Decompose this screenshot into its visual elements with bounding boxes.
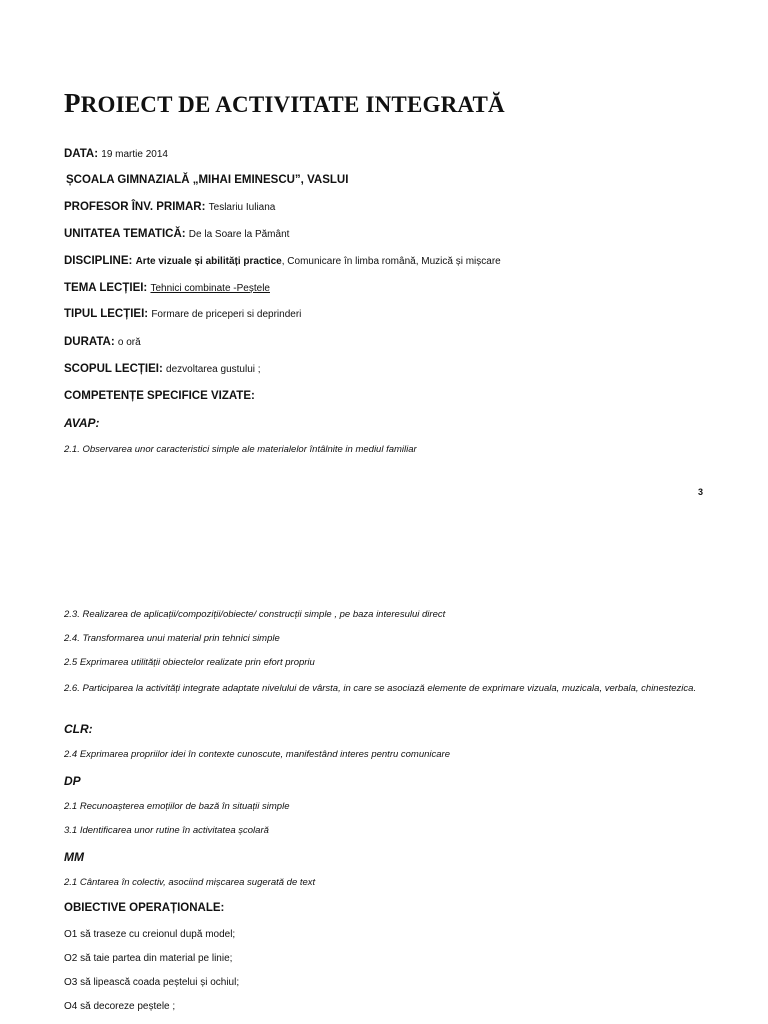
list-item: 2.1 Cântarea în colectiv, asociind mișcarea sugerată de text xyxy=(64,877,316,888)
list-item: 2.4 Exprimarea propriilor idei în contexte cunoscute, manifestând interes pentru comunicare xyxy=(64,749,451,760)
section-heading-dp: DP xyxy=(64,774,81,788)
title-rest: ROIECT DE ACTIVITATE INTEGRATĂ xyxy=(80,92,505,117)
field-scope-value: dezvoltarea gustului ; xyxy=(166,364,261,375)
objectives-label: OBIECTIVE OPERAȚIONALE: xyxy=(64,902,225,914)
field-disciplines-label: DISCIPLINE: xyxy=(64,255,133,267)
field-duration xyxy=(64,336,141,348)
field-duration-value: o oră xyxy=(117,337,141,348)
field-teacher xyxy=(64,201,275,213)
field-school xyxy=(66,174,348,186)
field-scope xyxy=(64,363,261,375)
section-heading-avap: AVAP: xyxy=(64,416,100,430)
field-competences-label: COMPETENȚE SPECIFICE VIZATE: xyxy=(64,390,255,402)
field-data-value: 19 martie 2014 xyxy=(101,149,168,160)
field-unit-value: De la Soare la Pământ xyxy=(188,229,290,240)
section-heading-clr: CLR: xyxy=(64,722,93,736)
page-title xyxy=(64,88,505,119)
list-item: 3.1 Identificarea unor rutine în activitatea școlară xyxy=(64,825,269,836)
objective-item: O1 să traseze cu creionul după model; xyxy=(64,929,236,940)
field-scope-label: SCOPUL LECȚIEI: xyxy=(64,363,163,375)
list-item: 2.5 Exprimarea utilității obiectelor realizate prin efort propriu xyxy=(64,657,315,668)
field-teacher-label: PROFESOR ÎNV. PRIMAR: xyxy=(64,201,206,213)
field-disciplines xyxy=(64,255,501,267)
objective-item: O2 să taie partea din material pe linie; xyxy=(64,953,233,964)
section-heading-mm: MM xyxy=(64,850,84,864)
page-number: 3 xyxy=(698,487,704,497)
list-item: 2.1. Observarea unor caracteristici simple ale materialelor întâlnite in mediul familiar xyxy=(64,444,417,455)
list-item: 2.1 Recunoașterea emoțiilor de bază în situații simple xyxy=(64,801,290,812)
list-item: 2.3. Realizarea de aplicații/compoziții/obiecte/ construcții simple , pe baza interesului direct xyxy=(64,609,446,620)
title-initial: P xyxy=(64,88,81,118)
field-competences xyxy=(64,390,255,402)
field-theme-label: TEMA LECȚIEI: xyxy=(64,282,148,294)
field-type-value: Formare de priceperi si deprinderi xyxy=(151,309,302,320)
field-disciplines-value: , Comunicare în limba română, Muzică și mișcare xyxy=(281,256,501,267)
field-type xyxy=(64,308,301,320)
objectives-heading xyxy=(64,902,224,914)
field-data-label: DATA: xyxy=(64,148,99,160)
field-type-label: TIPUL LECȚIEI: xyxy=(64,308,149,320)
field-duration-label: DURATA: xyxy=(64,336,115,348)
list-item: 2.6. Participarea la activități integrate adaptate nivelului de vârsta, in care se asociază elemente de exprimare vizuala, muzicala, verbala, chinestezica. xyxy=(64,683,697,694)
field-unit xyxy=(64,228,289,240)
field-teacher-value: Teslariu Iuliana xyxy=(208,202,276,213)
field-unit-label: UNITATEA TEMATICĂ: xyxy=(64,228,186,240)
objective-item: O4 să decoreze peștele ; xyxy=(64,1001,176,1012)
field-theme xyxy=(64,282,270,294)
field-data xyxy=(64,148,168,160)
list-item: 2.4. Transformarea unui material prin tehnici simple xyxy=(64,633,280,644)
field-theme-value: Tehnici combinate -Peștele xyxy=(150,283,270,294)
field-disciplines-value-bold: Arte vizuale și abilități practice xyxy=(135,256,282,267)
objective-item: O3 să lipească coada peștelui și ochiul; xyxy=(64,977,240,988)
field-school-label: ȘCOALA GIMNAZIALĂ „MIHAI EMINESCU”, VASLUI xyxy=(66,174,349,186)
